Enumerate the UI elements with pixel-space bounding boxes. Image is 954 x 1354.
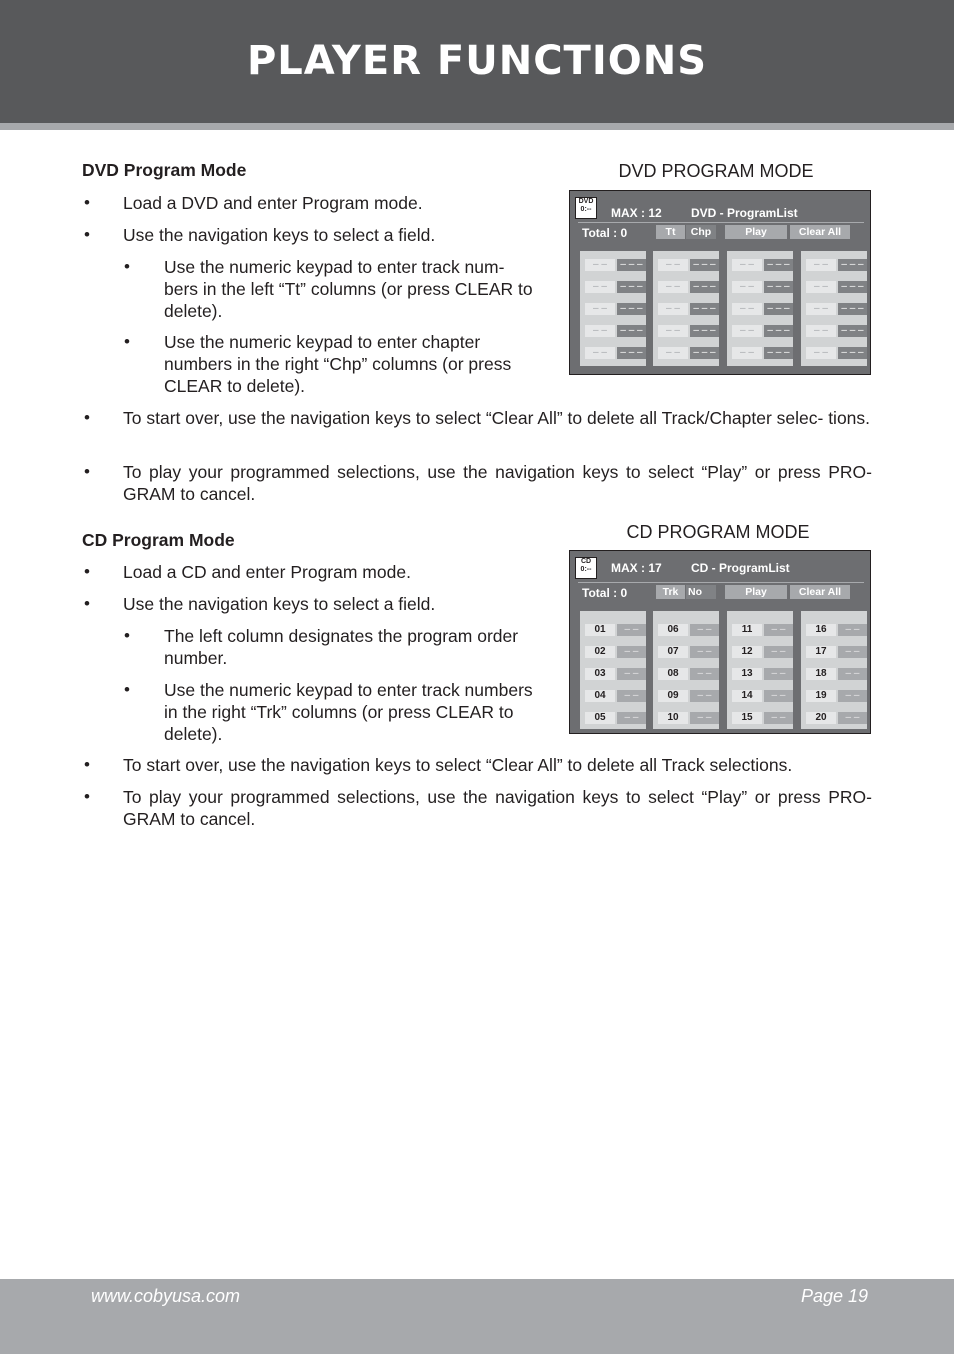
dvd-chapter-slot[interactable]: – – –	[838, 325, 867, 337]
cd-trk-header[interactable]: Trk	[656, 585, 685, 599]
cd-order-number: 17	[806, 646, 836, 658]
dvd-track-slot[interactable]: – –	[732, 303, 762, 315]
dvd-sub-bullet: Use the numeric keypad to enter chapter numbers in the right “Chp” columns (or press CLEAR to delete).	[164, 332, 512, 396]
cd-track-slot[interactable]: – –	[764, 712, 793, 724]
dvd-bullet: Load a DVD and enter Program mode.	[123, 193, 423, 213]
cd-track-slot[interactable]: – –	[617, 668, 646, 680]
bullet-dot: •	[84, 562, 90, 581]
cd-sub-bullet: Use the numeric keypad to enter track numbers in the right “Trk” columns (or press CLEAR to delete).	[164, 680, 533, 744]
dvd-chapter-slot[interactable]: – – –	[617, 347, 646, 359]
dvd-chapter-slot[interactable]: – – –	[690, 347, 719, 359]
dvd-track-slot[interactable]: – –	[658, 259, 688, 271]
bullet-dot: •	[124, 332, 130, 351]
dvd-track-slot[interactable]: – –	[658, 347, 688, 359]
bullet-dot: •	[84, 225, 90, 244]
cd-figure-caption: CD PROGRAM MODE	[626, 522, 810, 542]
cd-order-number: 15	[732, 712, 762, 724]
dvd-track-slot[interactable]: – –	[732, 281, 762, 293]
cd-clear-all-button[interactable]: Clear All	[790, 585, 850, 599]
cd-order-number: 09	[658, 690, 688, 702]
cd-track-slot[interactable]: – –	[764, 690, 793, 702]
cd-order-number: 07	[658, 646, 688, 658]
divider	[578, 222, 864, 223]
cd-order-number: 14	[732, 690, 762, 702]
dvd-chapter-slot[interactable]: – – –	[764, 281, 793, 293]
dvd-list-title: DVD - ProgramList	[691, 206, 798, 220]
dvd-track-slot[interactable]: – –	[585, 259, 615, 271]
cd-program-screen	[569, 550, 871, 734]
dvd-figure-caption: DVD PROGRAM MODE	[618, 161, 814, 181]
cd-section-heading: CD Program Mode	[82, 530, 235, 550]
bullet-dot: •	[84, 787, 90, 806]
dvd-track-slot[interactable]: – –	[732, 347, 762, 359]
cd-track-slot[interactable]: – –	[690, 690, 719, 702]
cd-bullet: Use the navigation keys to select a field.	[123, 594, 436, 614]
dvd-program-column	[580, 251, 646, 366]
bullet-dot: •	[84, 193, 90, 212]
dvd-chapter-slot[interactable]: – – –	[617, 303, 646, 315]
dvd-chapter-slot[interactable]: – – –	[690, 259, 719, 271]
dvd-chapter-slot[interactable]: – – –	[690, 325, 719, 337]
cd-track-slot[interactable]: – –	[617, 646, 646, 658]
header-stripe	[0, 123, 954, 130]
dvd-chp-header[interactable]: Chp	[686, 225, 716, 239]
cd-order-number: 08	[658, 668, 688, 680]
cd-no-header[interactable]: No	[686, 585, 716, 599]
cd-program-column	[801, 611, 867, 729]
dvd-clear-all-button[interactable]: Clear All	[790, 225, 850, 239]
dvd-track-slot[interactable]: – –	[658, 303, 688, 315]
bullet-dot: •	[84, 462, 90, 481]
dvd-track-slot[interactable]: – –	[658, 325, 688, 337]
bullet-dot: •	[84, 755, 90, 774]
dvd-track-slot[interactable]: – –	[732, 325, 762, 337]
cd-track-slot[interactable]: – –	[690, 646, 719, 658]
cd-order-number: 18	[806, 668, 836, 680]
dvd-program-column	[727, 251, 793, 366]
dvd-tt-header[interactable]: Tt	[656, 225, 685, 239]
bullet-dot: •	[124, 680, 130, 699]
cd-max-label: MAX : 17	[611, 561, 662, 575]
cd-disc-icon: CD 0:--	[575, 557, 597, 579]
cd-track-slot[interactable]: – –	[838, 690, 867, 702]
cd-total-label: Total : 0	[582, 586, 628, 600]
cd-program-column	[653, 611, 719, 729]
cd-bullet: To start over, use the navigation keys to select “Clear All” to delete all Track selections.	[123, 755, 793, 775]
cd-track-slot[interactable]: – –	[690, 668, 719, 680]
dvd-track-slot[interactable]: – –	[585, 281, 615, 293]
dvd-track-slot[interactable]: – –	[585, 347, 615, 359]
footer-page-number: Page 19	[800, 1286, 868, 1306]
cd-order-number: 20	[806, 712, 836, 724]
cd-track-slot[interactable]: – –	[764, 646, 793, 658]
dvd-total-label: Total : 0	[582, 226, 628, 240]
dvd-track-slot[interactable]: – –	[585, 303, 615, 315]
cd-track-slot[interactable]: – –	[690, 712, 719, 724]
dvd-chapter-slot[interactable]: – – –	[838, 303, 867, 315]
cd-track-slot[interactable]: – –	[617, 712, 646, 724]
divider	[578, 582, 864, 583]
cd-order-number: 11	[732, 624, 762, 636]
cd-order-number: 01	[585, 624, 615, 636]
bullet-dot: •	[84, 408, 90, 427]
cd-track-slot[interactable]: – –	[838, 624, 867, 636]
footer-url[interactable]: www.cobyusa.com	[91, 1286, 241, 1306]
bullet-dot: •	[124, 626, 130, 645]
cd-track-slot[interactable]: – –	[838, 646, 867, 658]
dvd-chapter-slot[interactable]: – – –	[764, 303, 793, 315]
cd-order-number: 13	[732, 668, 762, 680]
cd-order-number: 10	[658, 712, 688, 724]
dvd-chapter-slot[interactable]: – – –	[617, 281, 646, 293]
bullet-dot: •	[84, 594, 90, 613]
dvd-chapter-slot[interactable]: – – –	[617, 325, 646, 337]
cd-track-slot[interactable]: – –	[617, 690, 646, 702]
dvd-track-slot[interactable]: – –	[732, 259, 762, 271]
bullet-dot: •	[124, 257, 130, 276]
dvd-track-slot[interactable]: – –	[806, 281, 836, 293]
dvd-section-heading: DVD Program Mode	[82, 160, 247, 180]
dvd-chapter-slot[interactable]: – – –	[764, 347, 793, 359]
dvd-track-slot[interactable]: – –	[585, 325, 615, 337]
dvd-program-column	[801, 251, 867, 366]
cd-track-slot[interactable]: – –	[690, 624, 719, 636]
dvd-track-slot[interactable]: – –	[806, 259, 836, 271]
dvd-track-slot[interactable]: – –	[806, 325, 836, 337]
dvd-bullet: Use the navigation keys to select a field.	[123, 225, 436, 245]
cd-order-number: 06	[658, 624, 688, 636]
dvd-program-column	[653, 251, 719, 366]
dvd-bullet: To start over, use the navigation keys to select “Clear All” to delete all Track/Chapter selec- tions.	[123, 408, 871, 428]
dvd-program-screen	[569, 190, 871, 375]
cd-track-slot[interactable]: – –	[764, 624, 793, 636]
dvd-chapter-slot[interactable]: – – –	[764, 259, 793, 271]
cd-track-slot[interactable]: – –	[838, 712, 867, 724]
cd-order-number: 16	[806, 624, 836, 636]
page-title: PLAYER FUNCTIONS	[246, 38, 708, 84]
cd-sub-bullet: The left column designates the program order number.	[164, 626, 519, 668]
dvd-track-slot[interactable]: – –	[806, 303, 836, 315]
dvd-chapter-slot[interactable]: – – –	[690, 281, 719, 293]
dvd-chapter-slot[interactable]: – – –	[690, 303, 719, 315]
cd-order-number: 04	[585, 690, 615, 702]
cd-bullet: Load a CD and enter Program mode.	[123, 562, 411, 582]
dvd-chapter-slot[interactable]: – – –	[838, 259, 867, 271]
dvd-disc-icon: DVD 0:--	[575, 197, 597, 219]
dvd-chapter-slot[interactable]: – – –	[617, 259, 646, 271]
dvd-max-label: MAX : 12	[611, 206, 662, 220]
dvd-play-button[interactable]: Play	[725, 225, 787, 239]
cd-program-column	[727, 611, 793, 729]
cd-program-column	[580, 611, 646, 729]
cd-track-slot[interactable]: – –	[764, 668, 793, 680]
dvd-bullet: To play your programmed selections, use the navigation keys to select “Play” or press PRO- GRAM to cancel.	[123, 462, 872, 504]
dvd-chapter-slot[interactable]: – – –	[838, 281, 867, 293]
cd-order-number: 19	[806, 690, 836, 702]
cd-play-button[interactable]: Play	[725, 585, 787, 599]
cd-track-slot[interactable]: – –	[838, 668, 867, 680]
dvd-chapter-slot[interactable]: – – –	[764, 325, 793, 337]
cd-order-number: 03	[585, 668, 615, 680]
cd-order-number: 12	[732, 646, 762, 658]
cd-list-title: CD - ProgramList	[691, 561, 790, 575]
cd-bullet: To play your programmed selections, use the navigation keys to select “Play” or press PRO- GRAM to cancel.	[123, 787, 872, 829]
dvd-sub-bullet: Use the numeric keypad to enter track num- bers in the left “Tt” columns (or press CLEAR to delete).	[164, 257, 533, 321]
dvd-track-slot[interactable]: – –	[658, 281, 688, 293]
cd-order-number: 02	[585, 646, 615, 658]
cd-track-slot[interactable]: – –	[617, 624, 646, 636]
cd-order-number: 05	[585, 712, 615, 724]
dvd-chapter-slot[interactable]: – – –	[838, 347, 867, 359]
dvd-track-slot[interactable]: – –	[806, 347, 836, 359]
